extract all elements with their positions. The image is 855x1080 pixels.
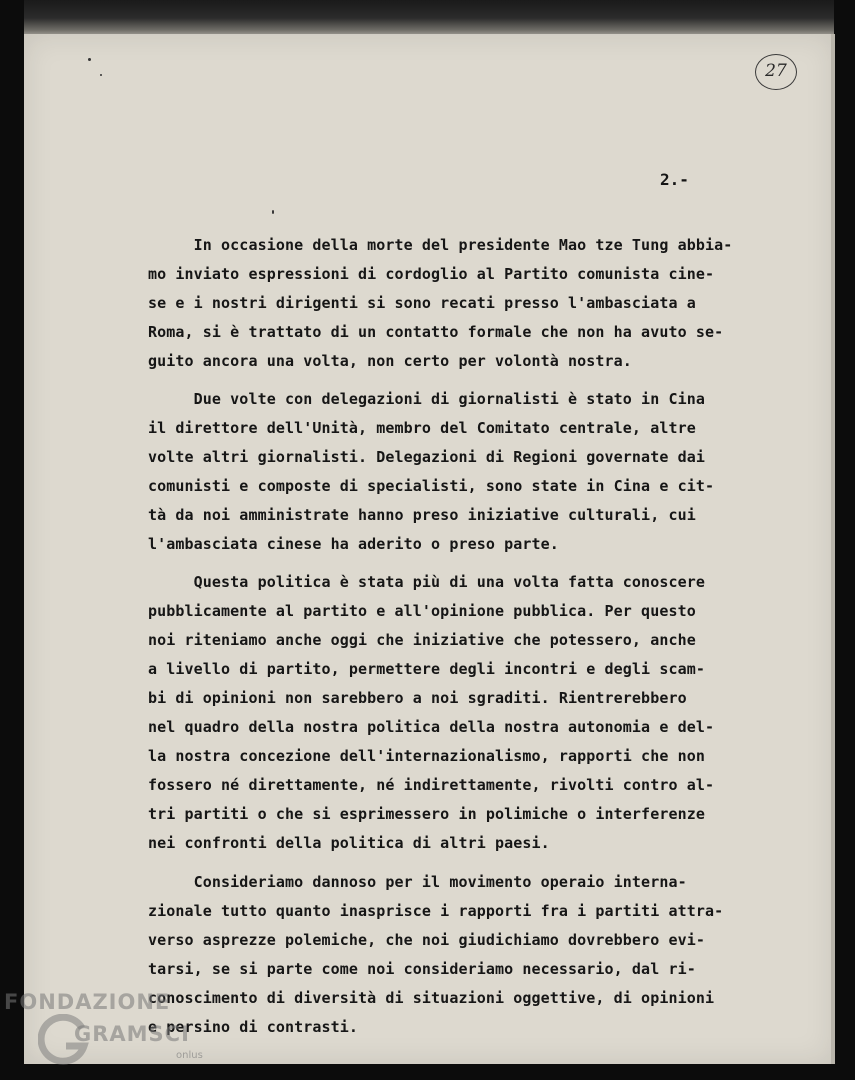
paper-speck <box>100 74 102 76</box>
text-line: tri partiti o che si esprimessero in polimiche o interferenze <box>148 805 705 823</box>
watermark-line2: GRAMSCI <box>74 1022 190 1046</box>
text-line: Due volte con delegazioni di giornalisti è stato in Cina <box>148 390 705 408</box>
text-line: l'ambasciata cinese ha aderito o preso parte. <box>148 535 559 553</box>
text-line: Roma, si è trattato di un contatto formale che non ha avuto se- <box>148 323 724 341</box>
text-line: In occasione della morte del presidente Mao tze Tung abbia- <box>148 236 733 254</box>
text-line: fossero né direttamente, né indirettamente, rivolti contro al- <box>148 776 715 794</box>
text-line: zionale tutto quanto inasprisce i rapporti fra i partiti attra- <box>148 902 724 920</box>
text-line: il direttore dell'Unità, membro del Comitato centrale, altre <box>148 419 696 437</box>
text-line: a livello di partito, permettere degli incontri e degli scam- <box>148 660 705 678</box>
watermark-suffix: onlus <box>176 1050 203 1061</box>
text-line: bi di opinioni non sarebbero a noi sgraditi. Rientrerebbero <box>148 689 687 707</box>
text-line: mo inviato espressioni di cordoglio al Partito comunista cine- <box>148 265 715 283</box>
page-number: 2.- <box>660 170 689 189</box>
text-line: la nostra concezione dell'internazionalismo, rapporti che non <box>148 747 705 765</box>
text-line: volte altri giornalisti. Delegazioni di Regioni governate dai <box>148 448 705 466</box>
paper-speck <box>272 210 274 214</box>
watermark-line1: FONDAZIONE <box>4 990 171 1014</box>
text-line: conoscimento di diversità di situazioni oggettive, di opinioni <box>148 989 715 1007</box>
text-line: guito ancora una volta, non certo per volontà nostra. <box>148 352 632 370</box>
text-line: nel quadro della nostra politica della nostra autonomia e del- <box>148 718 715 736</box>
paper-edge <box>831 34 835 1064</box>
text-line: e persino di contrasti. <box>148 1018 359 1036</box>
text-line: pubblicamente al partito e all'opinione pubblica. Per questo <box>148 602 696 620</box>
text-line: verso asprezze polemiche, che noi giudichiamo dovrebbero evi- <box>148 931 705 949</box>
text-line: tà da noi amministrate hanno preso iniziative culturali, cui <box>148 506 696 524</box>
folio-number: 27 <box>755 54 797 90</box>
fondazione-gramsci-watermark <box>4 986 214 1076</box>
text-line: noi riteniamo anche oggi che iniziative che potessero, anche <box>148 631 696 649</box>
text-line: Questa politica è stata più di una volta fatta conoscere <box>148 573 705 591</box>
text-line: Consideriamo dannoso per il movimento operaio interna- <box>148 873 687 891</box>
text-line: se e i nostri dirigenti si sono recati presso l'ambasciata a <box>148 294 696 312</box>
text-line: nei confronti della politica di altri paesi. <box>148 834 550 852</box>
text-line: tarsi, se si parte come noi consideriamo necessario, dal ri- <box>148 960 696 978</box>
paper-speck <box>88 58 91 61</box>
text-line: comunisti e composte di specialisti, sono state in Cina e cit- <box>148 477 715 495</box>
